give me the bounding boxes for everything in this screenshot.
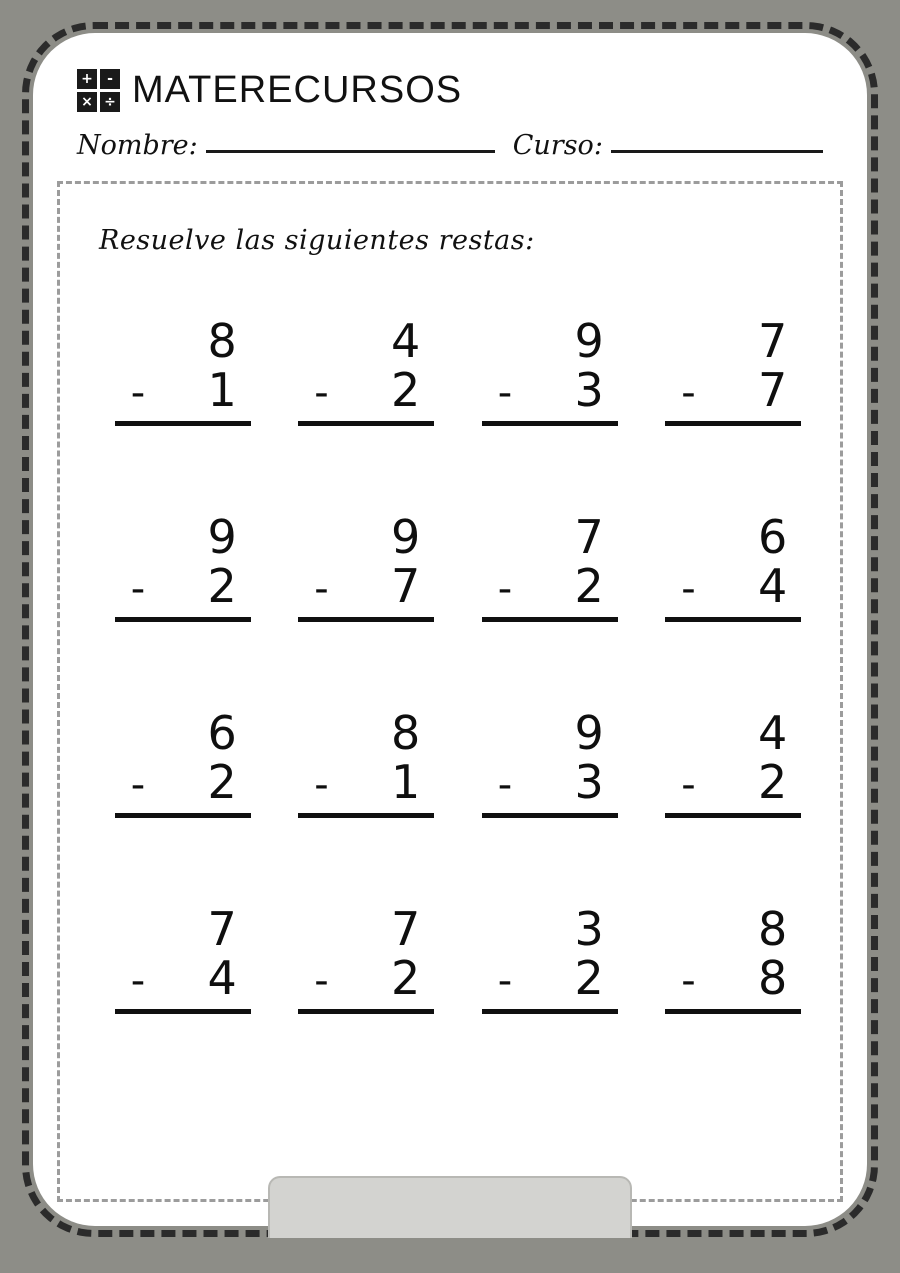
subtrahend-row (115, 754, 251, 809)
problem-item[interactable] (458, 497, 642, 693)
problem-item[interactable] (458, 889, 642, 1085)
course-field-group (513, 130, 823, 161)
answer-line[interactable] (298, 813, 434, 818)
subtrahend-row (298, 558, 434, 613)
name-field-group (77, 130, 495, 161)
problem-stack (482, 902, 618, 1014)
problems-grid (91, 301, 825, 1085)
subtrahend-row (298, 950, 434, 1005)
problem-item[interactable] (642, 693, 826, 889)
minus-operator: - (314, 369, 329, 416)
problem-item[interactable] (91, 301, 275, 497)
plus-icon: + (77, 69, 97, 89)
multiply-icon: × (77, 92, 97, 112)
problem-item[interactable] (275, 693, 459, 889)
answer-line[interactable] (482, 617, 618, 622)
course-label: Curso: (512, 130, 603, 161)
problem-stack (298, 314, 434, 426)
problem-stack (115, 902, 251, 1014)
subtrahend: 2 (207, 558, 237, 613)
problem-stack (298, 510, 434, 622)
minuend: 4 (757, 706, 788, 760)
problem-stack (665, 706, 801, 818)
worksheet-sheet (33, 33, 867, 1226)
minus-operator: - (497, 369, 513, 416)
instruction-text: Resuelve las siguientes restas: (99, 225, 535, 256)
subtrahend-row (665, 558, 801, 613)
subtrahend-row (115, 558, 251, 613)
problem-item[interactable] (458, 693, 642, 889)
answer-line[interactable] (115, 1009, 251, 1014)
answer-line[interactable] (665, 617, 801, 622)
problem-item[interactable] (91, 889, 275, 1085)
problem-stack (115, 706, 251, 818)
subtrahend: 2 (574, 558, 604, 613)
minus-operator: - (681, 761, 696, 808)
answer-line[interactable] (298, 1009, 434, 1014)
minus-icon: - (100, 69, 120, 89)
minuend: 4 (390, 314, 421, 368)
problem-stack (115, 510, 251, 622)
minus-operator: - (681, 369, 696, 416)
subtrahend-row (115, 362, 251, 417)
minuend: 9 (390, 510, 421, 564)
subtrahend-row (115, 950, 251, 1005)
problem-item[interactable] (275, 497, 459, 693)
minus-operator: - (497, 761, 513, 808)
answer-line[interactable] (665, 813, 801, 818)
problem-stack (115, 314, 251, 426)
answer-line[interactable] (298, 617, 434, 622)
page-stand (268, 1176, 632, 1238)
subtrahend-row (482, 950, 618, 1005)
problem-item[interactable] (275, 889, 459, 1085)
answer-line[interactable] (115, 617, 251, 622)
subtrahend: 3 (574, 754, 604, 809)
minuend: 6 (757, 510, 788, 564)
minus-operator: - (497, 565, 513, 612)
subtrahend: 3 (574, 362, 604, 417)
minuend: 7 (757, 314, 788, 368)
problem-item[interactable] (458, 301, 642, 497)
subtrahend: 2 (757, 754, 788, 809)
worksheet-header (77, 69, 823, 161)
problem-stack (482, 706, 618, 818)
subtrahend: 1 (390, 754, 421, 809)
problem-stack (665, 902, 801, 1014)
problem-item[interactable] (91, 693, 275, 889)
name-input-line[interactable] (206, 150, 495, 153)
problem-item[interactable] (91, 497, 275, 693)
minuend: 3 (574, 902, 604, 956)
answer-line[interactable] (115, 813, 251, 818)
subtrahend: 2 (390, 362, 421, 417)
minus-operator: - (681, 565, 696, 612)
brand-logo (77, 69, 823, 112)
subtrahend: 7 (757, 362, 788, 417)
answer-line[interactable] (665, 1009, 801, 1014)
answer-line[interactable] (298, 421, 434, 426)
minuend: 9 (574, 314, 604, 368)
minuend: 8 (207, 314, 237, 368)
problem-stack (298, 902, 434, 1014)
minuend: 9 (574, 706, 604, 760)
minus-operator: - (314, 761, 329, 808)
minus-operator: - (314, 957, 329, 1004)
answer-line[interactable] (482, 1009, 618, 1014)
subtrahend: 8 (757, 950, 788, 1005)
problem-item[interactable] (642, 889, 826, 1085)
answer-line[interactable] (482, 813, 618, 818)
minus-operator: - (130, 565, 146, 612)
minus-operator: - (130, 761, 146, 808)
minuend: 7 (390, 902, 421, 956)
subtrahend-row (665, 362, 801, 417)
divide-icon: ÷ (100, 92, 120, 112)
subtrahend: 1 (207, 362, 237, 417)
minuend: 7 (574, 510, 604, 564)
problem-stack (482, 510, 618, 622)
answer-line[interactable] (115, 421, 251, 426)
minuend: 8 (390, 706, 421, 760)
problem-stack (298, 706, 434, 818)
minus-operator: - (130, 957, 146, 1004)
minus-operator: - (314, 565, 329, 612)
problem-stack (665, 510, 801, 622)
subtrahend-row (298, 362, 434, 417)
minus-operator: - (130, 369, 146, 416)
minuend: 8 (757, 902, 788, 956)
subtrahend-row (482, 362, 618, 417)
problem-item[interactable] (642, 301, 826, 497)
problem-item[interactable] (642, 497, 826, 693)
minuend: 6 (207, 706, 237, 760)
subtrahend: 2 (574, 950, 604, 1005)
student-fields (77, 130, 823, 161)
subtrahend: 2 (207, 754, 237, 809)
minus-operator: - (497, 957, 513, 1004)
answer-line[interactable] (482, 421, 618, 426)
subtrahend-row (665, 950, 801, 1005)
subtrahend: 7 (390, 558, 421, 613)
course-input-line[interactable] (611, 150, 823, 153)
minuend: 9 (207, 510, 237, 564)
subtrahend: 4 (207, 950, 237, 1005)
subtrahend: 4 (757, 558, 788, 613)
subtrahend-row (665, 754, 801, 809)
subtrahend-row (482, 558, 618, 613)
subtrahend: 2 (390, 950, 421, 1005)
minus-operator: - (681, 957, 696, 1004)
answer-line[interactable] (665, 421, 801, 426)
subtrahend-row (298, 754, 434, 809)
problem-stack (665, 314, 801, 426)
worksheet-page (22, 22, 878, 1237)
problem-stack (482, 314, 618, 426)
brand-name: MATERECURSOS (132, 69, 463, 111)
minuend: 7 (207, 902, 237, 956)
subtrahend-row (482, 754, 618, 809)
math-symbols-icon (77, 69, 120, 112)
name-label: Nombre: (77, 130, 198, 161)
problem-item[interactable] (275, 301, 459, 497)
